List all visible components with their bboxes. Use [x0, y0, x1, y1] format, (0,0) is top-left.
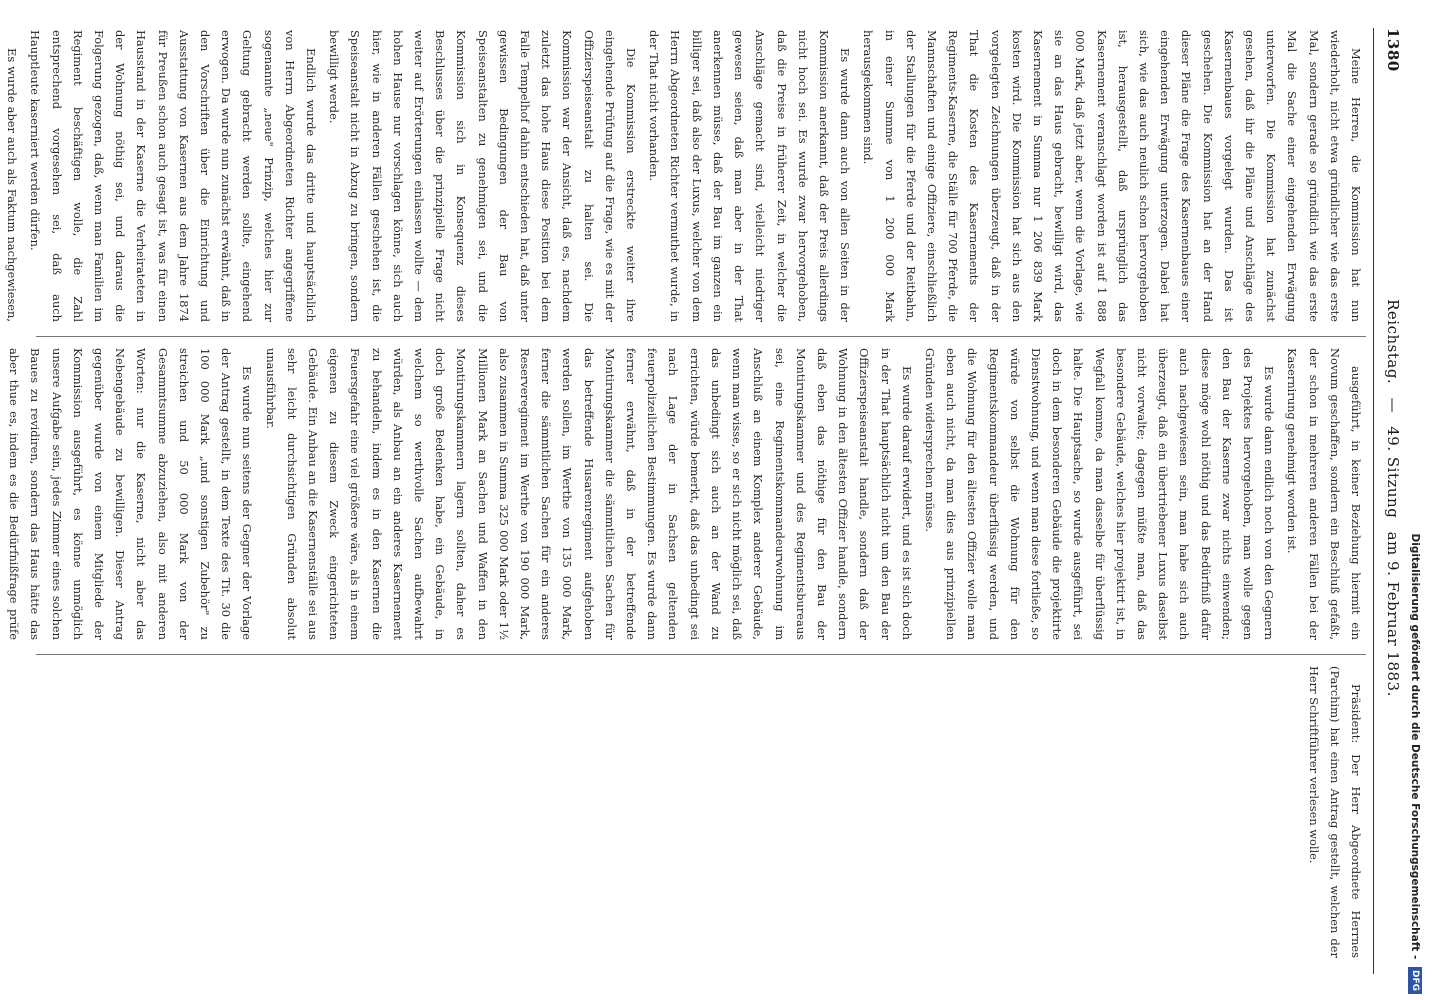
paragraph: Präsident: Der Herr Abgeordnete Herrnes (Parchim) hat einen Antrag gestellt, welchen der Herr Schriftführer verlesen wolle. — [1306, 666, 1363, 958]
paragraph: Es wurde dann auch von allen Seiten in der Kommission anerkannt, daß der Preis allerdings nicht hoch sei. Es wurde zwar hervorgehoben, daß die Preise in früherer Zeit, in welcher die Anschläge gemacht sind, vielleicht niedriger gewesen seien, daß man aber in der That anerkennen müsse, daß der Bau im ganzen ein billiger sei, daß also der Luxus, welcher von dem Herrn Abgeordneten Richter vermuthet wurde, in der That nicht vorhanden. — [647, 30, 853, 322]
page-number: 1380 — [1384, 28, 1402, 72]
header-rule — [1373, 28, 1374, 974]
paragraph: ausgeführt, in keiner Beziehung hiermit ein Novum geschaffen, sondern ein Beschluß gefaßt, der schon in mehreren anderen Fällen bei der Kasernirung genehmigt worden ist. — [1285, 348, 1363, 640]
paragraph: Es wurde darauf erwidert, und es ist sich doch in der That hauptsächlich nicht um den Bau der Offizierspeiseanstalt handle, sondern daß der Wohnung in den ältesten Offizier handle, sondern daß eben das nöthige für den Bau der Montirungskammer und des Regimentsbureaus sei, eine Regimentskommandeurwohnung im Anschluß an einem Komplex anderer Gebäude, wenn man wisse, so er sich nicht möglich sei, daß das unbedingt sich auch an der Wand zu errichten, würde bemerkt, daß das unbedingt sei nach Lage der in Sachsen geltenden feuerpolizeilichen Bestimmungen. Es wurde dann ferner erwähnt, daß in der betreffende Montirungskammer die sämmtlichen Sachen für das betreffende Husarenregiment aufgehoben werden sollen, im Werthe von 135 000 Mark, ferner die sämmtlichen Sachen für ein anderes Reserveregiment im Werthe von 190 000 Mark, also zusammen in Summa 325 000 Mark oder 1½ Millionen Mark an Sachen und Waffen in den Montirungskammern lagern sollten, daher es doch große Bedenken habe, ein Gebäude, in welchem so werthvolle Sachen aufbewahrt würden, als Anbau an ein anderes Kasernement zu behandeln, indem es in den Kasernen die Feuersgefahr eine viel größere wäre, als in einem eigenen zu diesem Zweck eingerichteten Gebäude. Ein Anbau an die Kasernenställe sei aus sehr leicht durchsichtigen Gründen absolut unausführbar. — [263, 348, 914, 640]
paragraph: Endlich wurde das dritte und hauptsächlich von Herrn Abgeordneten Richter angegriffene sogenannte „neue" Prinzip, welches hier zur Geltung gebracht werden sollte, eingehend erwogen. Da wurde nun zunächst erwähnt, daß in den Vorschriften über die Einrichtung und Ausstattung von Kasernen aus dem Jahre 1874 für Preußen schon auch gesagt ist, was für einen Hausstand in der Kaserne die Verheirateten in der Wohnung nöthig sei, und daraus die Folgerung gezogen, daß, wenn man Familien im Regiment beschäftigen wolle, die Zahl entsprechend vorgesehen sei, daß auch Hauptleute kaserniert werden dürfen. — [28, 30, 319, 322]
dfg-logo: DFG — [1408, 967, 1422, 994]
text-column-2 — [7, 348, 1366, 640]
paragraph: Es wurde aber auch als Faktum nachgewiesen, — [5, 48, 20, 322]
header-session: 49. Sitzung — [1384, 426, 1402, 519]
column-divider — [36, 336, 1366, 337]
column-divider — [36, 654, 1366, 655]
header-dash: — — [1384, 397, 1402, 413]
paragraph: Die Kommission erstreckte weiter ihre eingehende Prüfung auf die Frage, wie es mit der Offizierspeiseanstalt zu halten sei. Die Kommission war der Ansicht, daß es, nachdem zuletzt das hohe Haus diese Position bei dem Falle Tempelhof dahin entschieden hat, daß unter gewissen Bedingungen der Bau von Speiseanstalten zu genehmigen sei, und die Kommission sich in Konsequenz dieses Beschlusses über die prinzipielle Frage nicht weiter auf Erörterungen einlassen wollte — dem hohen Hause nur vorschlagen könne, sich auch hier, wie in anderen Fällen geschehen ist, die Speiseanstalt nicht in Abzug zu bringen, sondern bewilligt werde. — [327, 30, 639, 322]
text-column-1 — [5, 30, 1366, 322]
header-left-part: Reichstag. — [1384, 299, 1402, 385]
text-column-3 — [46, 666, 1366, 958]
digitization-notice — [1398, 0, 1432, 1000]
header-date: am 9. Februar 1883. — [1384, 531, 1402, 697]
paragraph: Es wurde nun seitens der Gegner der Vorlage der Antrag gestellt, in dem Texte des Tit. 30 die 100 000 Mark „und sonstigen Zubehör" zu streichen und 50 000 Mark von der Gesammtsumme abzuziehen, also mit anderen Worten: nur die Kaserne, nicht aber das Nebengebäude zu bewilligen. Dieser Antrag gegenüber wurde von einem Mitgliede der Kommission ausgeführt, es könne unmöglich unsere Aufgabe sein, jedes Zimmer eines solchen Baues zu revidiren, sondern das Haus hätte das aber thue es, indem es die Bedürfnißfrage prüfe — [7, 348, 255, 640]
digitization-notice-text: Digitalisierung gefördert durch die Deutsche Forschungsgemeinschaft - — [1409, 533, 1421, 960]
paragraph: Meine Herren, die Kommission hat nun wiederholt, nicht etwa gründlicher wie das erste Mal, sondern gerade so gründlich wie das erste Mal die Sache einer eingehenden Erwägung unterworfen. Die Kommission hat zunächst gesehen, daß ihr die Pläne und Anschläge des Kasernenbaues vorgelegt wurden. Das ist geschehen. Die Kommission hat an der Hand dieser Pläne die Frage des Kasernenbaues einer eingehenden Erwägung unterzogen. Dabei hat sich, wie das auch neulich schon hervorgehoben ist, herausgestellt, daß ursprünglich das Kasernement veranschlagt worden ist auf 1 888 000 Mark, daß jetzt aber, wenn die Vorlage, wie sie an das Haus gebracht, bewilligt wird, das Kasernement in Summa nur 1 206 839 Mark kosten wird. Die Kommission hat sich aus den vorgelegten Zeichnungen überzeugt, daß in der That die Kosten des Kasernements der Regiments-Kaserne, die Ställe für 700 Pferde, die Mannschaften und einige Offiziere, einschließlich der Stallungen für die Pferde und der Reitbahn, in einer Summe von 1 200 000 Mark herausgekommen sind. — [861, 30, 1363, 322]
paragraph: Es wurde dann endlich noch von den Gegnern des Projektes hervorgehoben, man wolle gegen den Bau der Kaserne zwar nichts einwenden; diese möge wohl nöthig und das Bedürfniß dafür auch nachgewiesen sein, man habe sich auch überzeugt, daß ein übertriebener Luxus daselbst nicht vorwalte; dagegen müßte man, daß das besondere Gebäude, welches hier projektirt ist, in Wegfall komme, da man dasselbe für überflüssig halte. Die Hauptsache, so wurde ausgeführt, sei doch in dem besonderen Gebäude die projektirte Dienstwohnung, und wenn man diese fortließe, so würde von selbst die Wohnung für den Regimentskommandeur überflüssig werden, und die Wohnung für den ältesten Offizier wolle man eben auch nicht, da man dies aus prinzipiellen Gründen widersprechen müsse. — [922, 348, 1277, 640]
